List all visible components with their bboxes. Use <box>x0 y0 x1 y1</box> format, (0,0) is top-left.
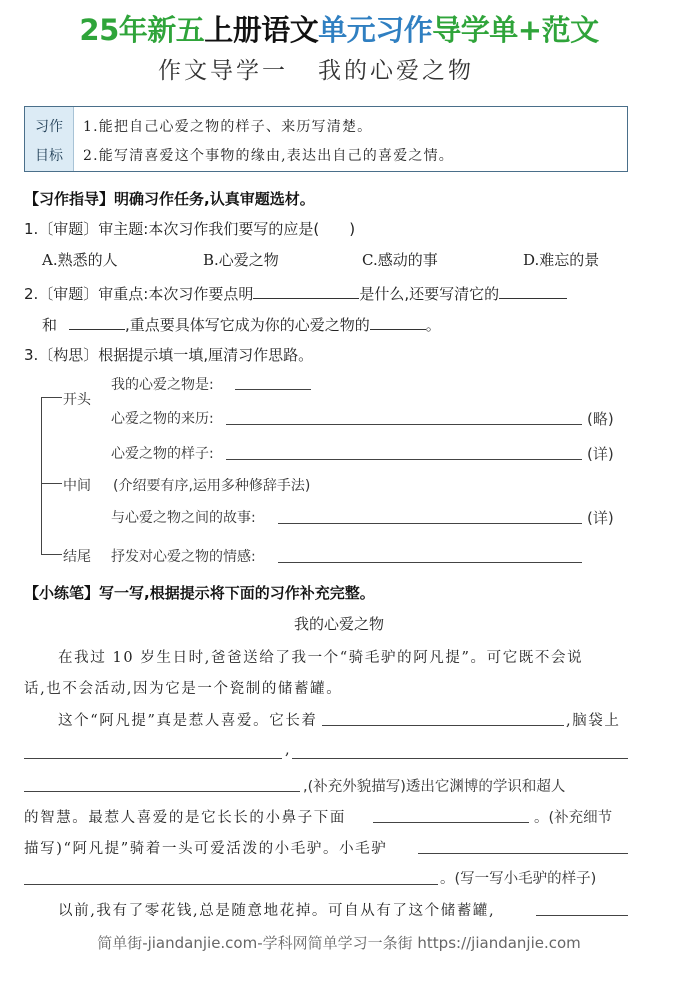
banner-title <box>0 8 678 49</box>
subtitle-lesson: 作文导学一 <box>158 58 288 84</box>
outline-branch-middle <box>41 483 62 484</box>
outline-middle-hint: (介绍要有序,运用多种修辞手法) <box>113 478 311 494</box>
essay-para2-e: 的智慧。最惹人喜爱的是它长长的小鼻子下面 <box>24 810 346 826</box>
blank-appearance[interactable] <box>226 459 582 460</box>
option-d[interactable]: D.难忘的景 <box>523 251 600 269</box>
outline-note-detailed-1: (详) <box>587 445 614 463</box>
outline-item-origin: 心爱之物的来历: <box>111 411 214 427</box>
blank-essay-4[interactable] <box>24 791 300 792</box>
q2-text-part1: 2.〔审题〕审重点:本次习作要点明 <box>24 285 254 303</box>
outline-tree-trunk <box>41 397 42 555</box>
blank-feelings[interactable] <box>278 562 582 563</box>
essay-para2-b: ,脑袋上 <box>566 713 621 729</box>
question-3: 3.〔构思〕根据提示填一填,厘清习作思路。 <box>24 346 314 364</box>
banner-part-grade: 25年新五 <box>79 13 205 47</box>
outline-item-story: 与心爱之物之间的故事: <box>111 510 256 526</box>
essay-title: 我的心爱之物 <box>293 615 384 633</box>
outline-label-middle: 中间 <box>63 478 91 494</box>
goals-box <box>24 106 628 172</box>
q2-text-part2: 是什么,还要写清它的 <box>359 285 500 303</box>
page-subtitle <box>158 52 474 85</box>
practice-heading: 【小练笔】写一写,根据提示将下面的习作补充完整。 <box>24 584 375 602</box>
blank-story[interactable] <box>278 523 582 524</box>
goals-label-line2: 目标 <box>35 148 63 164</box>
outline-item-favorite: 我的心爱之物是: <box>111 377 214 393</box>
blank-essay-7[interactable] <box>24 884 438 885</box>
guide-heading: 【习作指导】明确习作任务,认真审题选材。 <box>24 190 315 208</box>
blank-essay-1[interactable] <box>322 725 564 726</box>
q2-text-part4: ,重点要具体写它成为你的心爱之物的 <box>125 316 370 334</box>
option-c[interactable]: C.感动的事 <box>362 251 438 269</box>
q2-text-part3: 和 <box>42 316 58 334</box>
outline-note-brief: (略) <box>587 410 614 428</box>
essay-para2-h: 。(写一写小毛驴的样子) <box>440 871 597 887</box>
outline-item-feelings: 抒发对心爱之物的情感: <box>111 549 256 565</box>
outline-note-detailed-2: (详) <box>587 509 614 527</box>
blank-essay-6[interactable] <box>418 853 628 854</box>
outline-branch-end <box>41 554 62 555</box>
q2-blank-1[interactable] <box>253 282 359 299</box>
q2-blank-3[interactable] <box>69 313 125 330</box>
footer-watermark: 简单街-jiandanjie.com-学科网简单学习一条街 https://jiandanjie.com <box>97 934 581 952</box>
option-b[interactable]: B.心爱之物 <box>203 251 279 269</box>
banner-part-subject: 上册语文 <box>204 13 319 47</box>
blank-essay-2[interactable] <box>24 758 282 759</box>
essay-para2-d: ,(补充外貌描写)透出它渊博的学识和超人 <box>303 779 566 795</box>
essay-para2-a: 这个“阿凡提”真是惹人喜爱。它长着 <box>58 713 318 729</box>
goals-label-line1: 习作 <box>35 119 63 135</box>
question-1: 1.〔审题〕审主题:本次习作我们要写的应是( ) <box>24 220 356 238</box>
essay-para1-line1: 在我过 10 岁生日时,爸爸送给了我一个“骑毛驴的阿凡提”。可它既不会说 <box>58 650 584 666</box>
essay-para3: 以前,我有了零花钱,总是随意地花掉。可自从有了这个储蓄罐, <box>58 903 496 919</box>
outline-branch-start <box>41 397 62 398</box>
q2-text-part5: 。 <box>425 316 441 334</box>
banner-part-unit: 单元习作 <box>318 13 433 47</box>
goal-item-2: 2.能写清喜爱这个事物的缘由,表达出自己的喜爱之情。 <box>83 148 455 164</box>
blank-favorite[interactable] <box>235 389 311 390</box>
subtitle-topic: 我的心爱之物 <box>318 58 474 84</box>
essay-para1-line2: 话,也不会活动,因为它是一个瓷制的储蓄罐。 <box>24 681 343 697</box>
question-2-line1 <box>24 282 567 304</box>
banner-part-guide: 导学单+范文 <box>432 13 599 47</box>
blank-origin[interactable] <box>226 424 582 425</box>
outline-label-start: 开头 <box>63 392 91 408</box>
blank-essay-3[interactable] <box>292 758 628 759</box>
outline-label-end: 结尾 <box>63 549 91 565</box>
goal-item-1: 1.能把自己心爱之物的样子、来历写清楚。 <box>83 119 373 135</box>
essay-para2-f: 。(补充细节 <box>534 810 613 826</box>
q2-blank-4[interactable] <box>370 313 426 330</box>
question-2-line2 <box>42 313 441 335</box>
essay-para2-c: , <box>285 742 292 758</box>
blank-essay-5[interactable] <box>373 822 529 823</box>
essay-para2-g: 描写)“阿凡提”骑着一头可爱活泼的小毛驴。小毛驴 <box>24 841 388 857</box>
outline-item-appearance: 心爱之物的样子: <box>111 446 214 462</box>
option-a[interactable]: A.熟悉的人 <box>42 251 118 269</box>
blank-essay-8[interactable] <box>536 915 628 916</box>
q2-blank-2[interactable] <box>499 282 567 299</box>
